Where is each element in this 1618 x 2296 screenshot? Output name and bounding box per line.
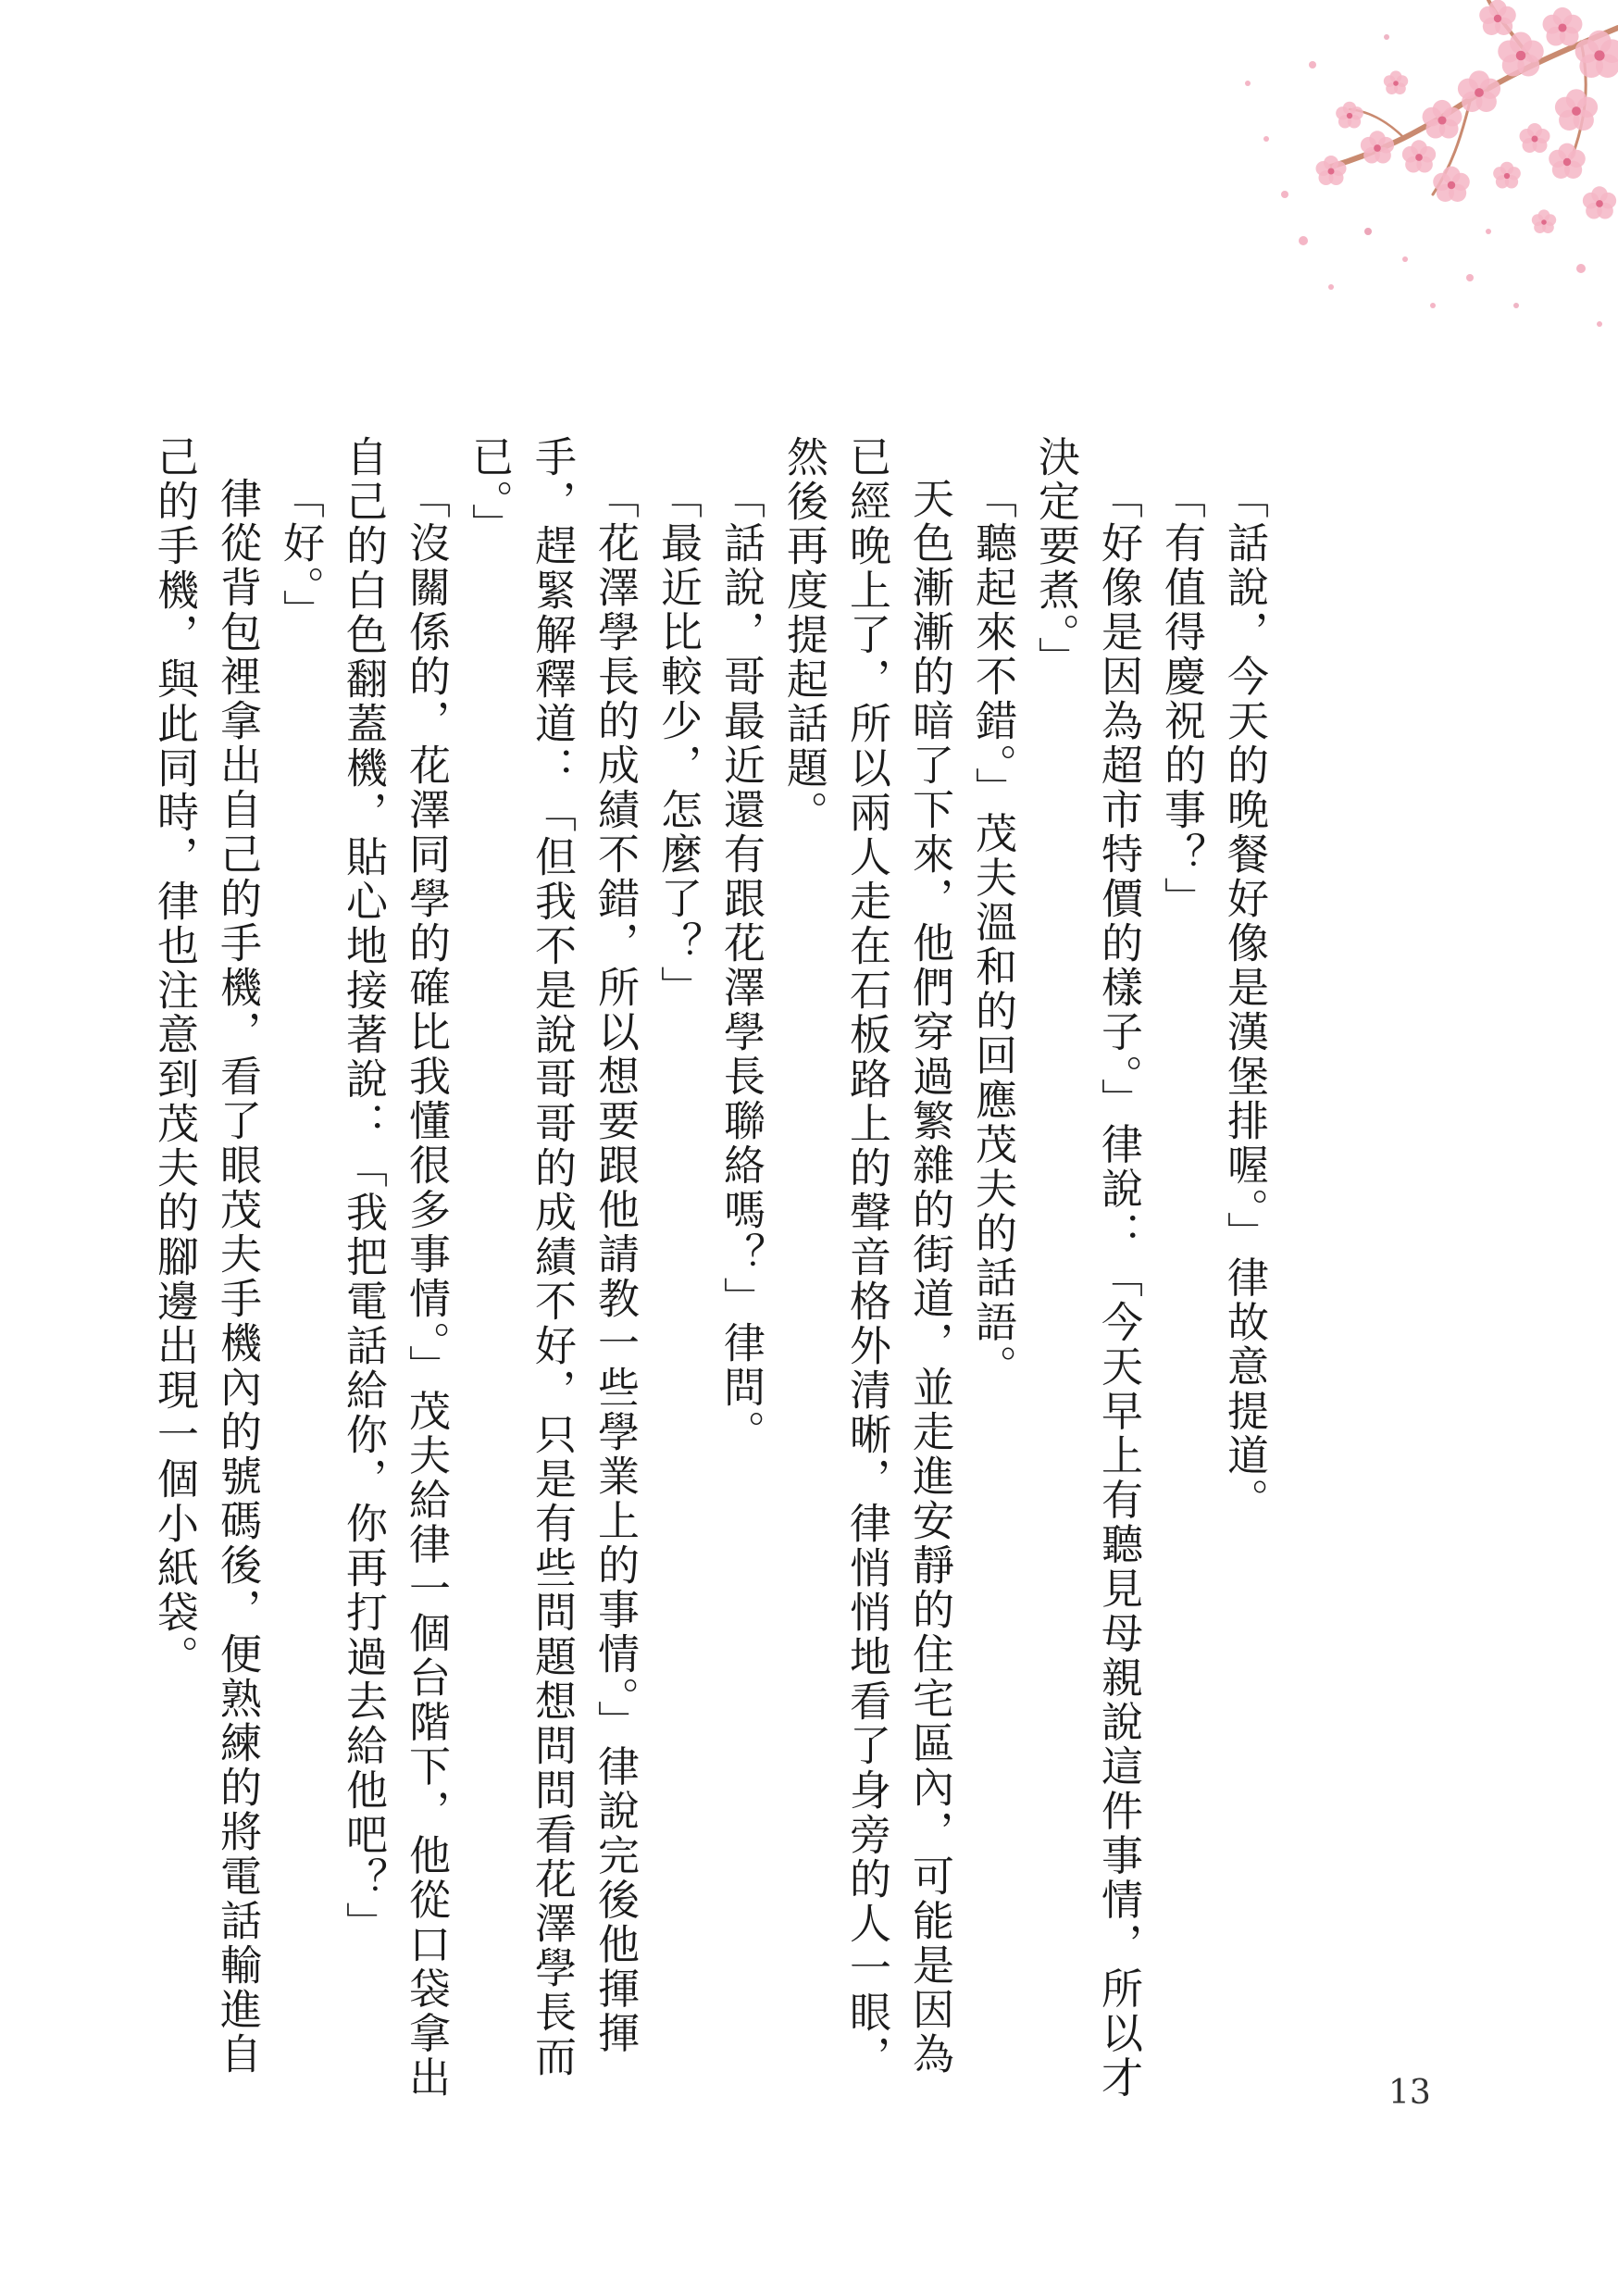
paragraph: 「最近比較少，怎麼了？」 — [653, 477, 703, 1010]
paragraph: 「有值得慶祝的事？」 — [1157, 477, 1206, 921]
paragraph: 「好。」 — [276, 477, 325, 634]
page-number: 13 — [1388, 2074, 1431, 2112]
paragraph: 「好像是因為超市特價的樣子。」律說：「今天早上有聽見母親說這件事情，所以才決定要煮。」 — [1031, 435, 1143, 2101]
paragraph: 「聽起來不錯。」茂夫溫和的回應茂夫的話語。 — [968, 477, 1017, 1390]
paragraph: 天色漸漸的暗了下來，他們穿過繁雜的街道，並走進安靜的住宅區內，可能是因為已經晚上了，所以兩人走在石板路上的聲音格外清晰，律悄悄地看了身旁的人一眼，然後再度提起話題。 — [779, 435, 954, 2079]
paragraph: 「花澤學長的成績不錯，所以想要跟他請教一些學業上的事情。」律說完後他揮揮手，趕緊解釋道：「但我不是說哥哥的成績不好，只是有些問題想問問看花澤學長而已。」 — [465, 435, 640, 2079]
cherry-blossom-icon — [1100, 0, 1618, 352]
paragraph: 律從背包裡拿出自己的手機，看了眼茂夫手機內的號碼後，便熟練的將電話輸進自己的手機，與此同時，律也注意到茂夫的腳邊出現一個小紙袋。 — [150, 435, 262, 2077]
story-text — [150, 435, 1276, 2102]
paragraph: 「話說，哥最近還有跟花澤學長聯絡嗎？」律問。 — [716, 477, 765, 1454]
paragraph: 「話說，今天的晚餐好像是漢堡排喔。」律故意提道。 — [1220, 477, 1269, 1523]
paragraph: 「沒關係的，花澤同學的確比我懂很多事情。」茂夫給律一個台階下，他從口袋拿出自己的白色翻蓋機，貼心地接著說：「我把電話給你，你再打過去給他吧？」 — [339, 435, 451, 2101]
